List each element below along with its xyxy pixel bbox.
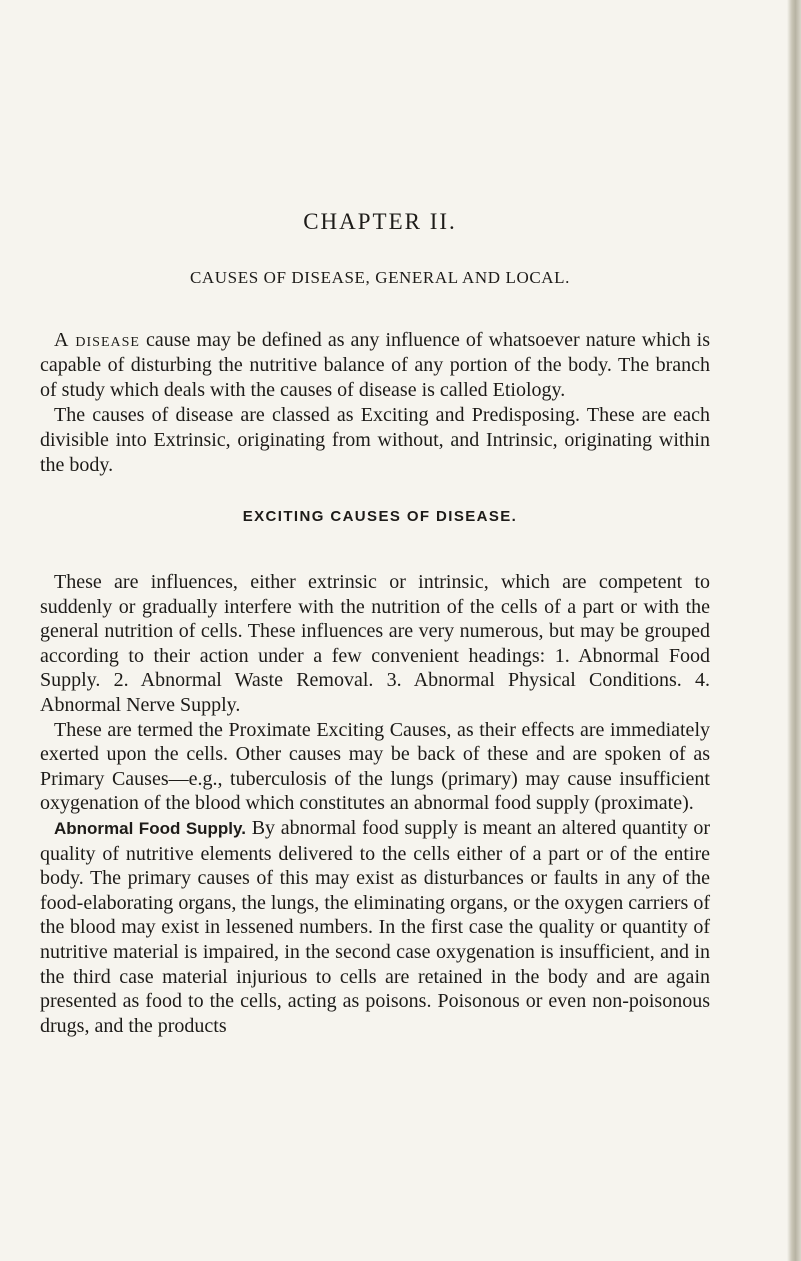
- section-block: [40, 570, 710, 1038]
- intro-paragraph-1: [40, 328, 710, 403]
- section-paragraph-3: [40, 816, 710, 1038]
- intro-paragraph-2: The causes of disease are classed as Exciting and Predisposing. These are each divisible into Extrinsic, originating from without, and Intrinsic, originating within the body.: [40, 404, 710, 476]
- intro-lead-word: A disease: [54, 329, 140, 351]
- chapter-subtitle: CAUSES OF DISEASE, GENERAL AND LOCAL.: [189, 268, 570, 287]
- page-edge: [787, 0, 801, 1261]
- section-paragraph-2: These are termed the Proximate Exciting Causes, as their effects are immediately exerted upon the cells. Other causes may be back of these and are spoken of as Primary Causes—e.g., tuberculosis of the lungs (primary) may cause insufficient oxygenation of the blood which constitutes an abnormal food supply (proximate).: [40, 718, 710, 815]
- chapter-title: CHAPTER II.: [303, 209, 457, 234]
- section-paragraph-3-text: By abnormal food supply is meant an altered quantity or quality of nutritive elements delivered to the cells either of a part or of the entire body. The primary causes of this may exist as disturbances or faults in any of the food-elaborating organs, the lungs, the eliminating organs, or the oxygen carriers of the blood may exist in lessened numbers. In the first case the quality or quantity of nutritive material is impaired, in the second case oxygenation is insufficient, and in the third case material injurious to cells are retained in the body and are again presented as food to the cells, acting as poisons. Poisonous or even non-poisonous drugs, and the products: [40, 816, 711, 1037]
- section-heading: EXCITING CAUSES OF DISEASE.: [242, 508, 518, 525]
- section-paragraph-1: These are influences, either extrinsic or intrinsic, which are competent to suddenly or gradually interfere with the nutrition of the cells of a part or with the general nutrition of cells. These influences are very numerous, but may be grouped according to their action under a few convenient headings: 1. Abnormal Food Supply. 2. Abnormal Waste Removal. 3. Abnormal Physical Conditions. 4. Abnormal Nerve Supply.: [40, 571, 710, 716]
- intro-paragraph-1-text: cause may be defined as any influence of whatsoever nature which is capable of disturbing the nutritive balance of any portion of the body. The branch of study which deals with the causes of disease is called Etiology.: [40, 329, 711, 401]
- section-paragraph-3-lead: Abnormal Food Supply.: [54, 818, 246, 838]
- intro-block: [40, 328, 710, 478]
